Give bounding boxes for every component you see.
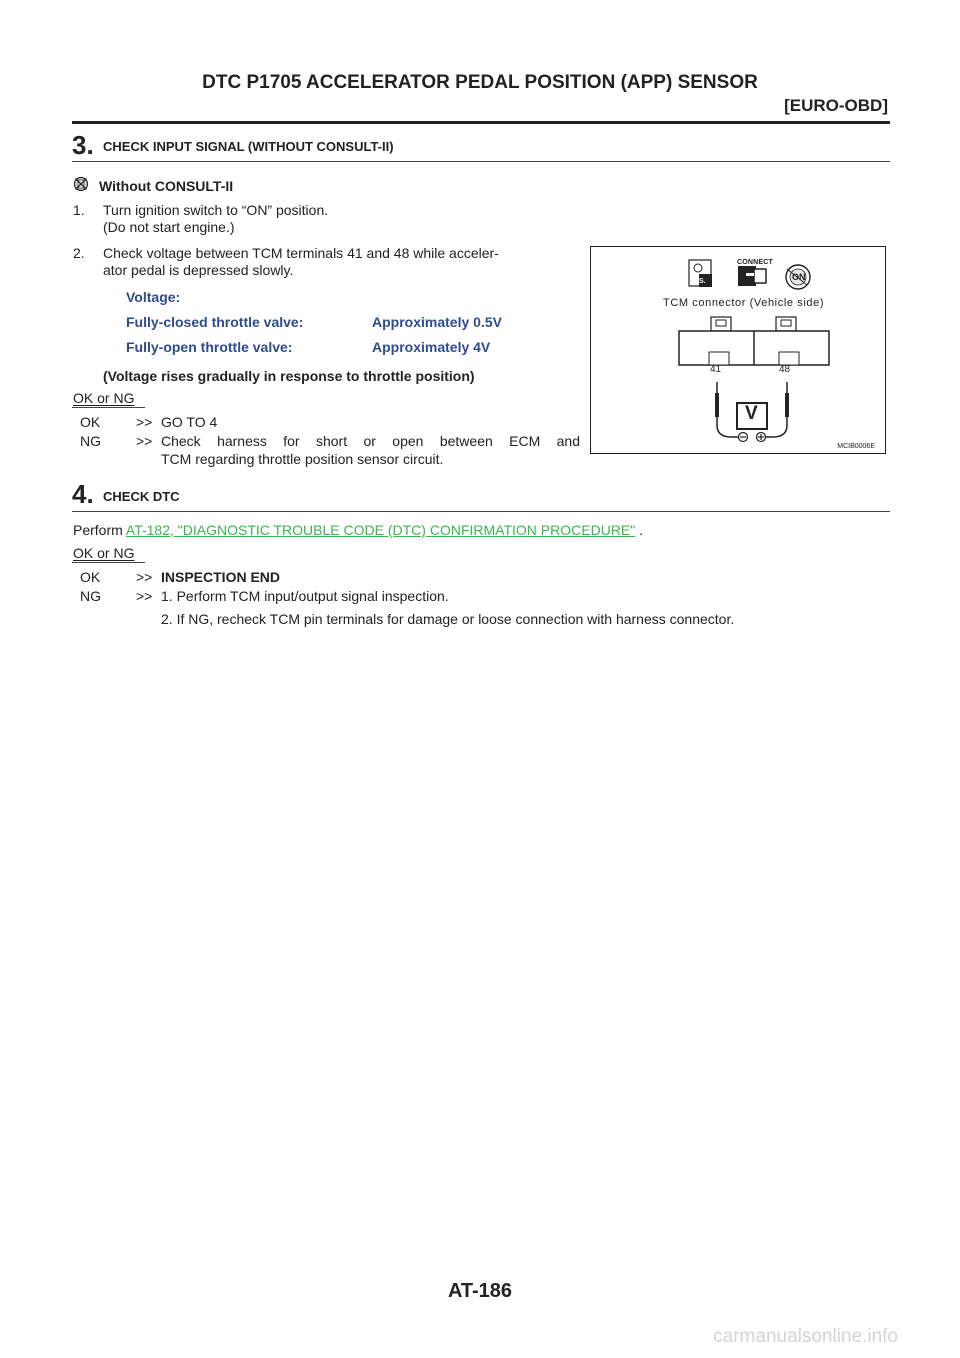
connector-caption: TCM connector (Vehicle side) [663,297,825,309]
tcm-connector-body [679,317,829,365]
terminal-48-label: 48 [779,364,791,375]
mode-label: Without CONSULT-II [99,178,234,194]
ng-action-2-line-2: 2. If NG, recheck TCM pin terminals for damage or loose connection with harness connector. [161,611,735,627]
ok-action-2: INSPECTION END [161,569,281,585]
ok-label: OK [80,414,101,430]
hs-label: H.S. [692,278,706,285]
perform-prefix: Perform [73,522,126,538]
voltage-label: Voltage: [126,289,181,305]
voltmeter-label: V [745,403,758,424]
ok-ng-rule-2 [72,562,145,563]
ng-action-line-2: TCM regarding throttle position sensor circuit. [161,451,444,467]
step-3-title: CHECK INPUT SIGNAL (WITHOUT CONSULT-II) [103,139,394,154]
ng-label-2: NG [80,588,101,604]
perform-line [73,522,643,539]
header-rule [72,121,890,124]
step-3-number: 3. [72,130,94,160]
ng-arrow-2: >> [136,588,153,604]
item-2-line-2: ator pedal is depressed slowly. [103,262,294,278]
dtc-procedure-link[interactable]: AT-182, "DIAGNOSTIC TROUBLE CODE (DTC) CONFIRMATION PROCEDURE" [125,522,636,538]
ng-label: NG [80,433,101,449]
figure-id: MCIB0006E [837,443,875,450]
ok-ng-heading: OK or NG [73,390,135,406]
item-2-line-1: Check voltage between TCM terminals 41 and 48 while acceler- [103,245,499,261]
spec-label-closed: Fully-closed throttle valve: [126,314,304,330]
watermark: carmanualsonline.info [713,1326,898,1347]
connect-icon [738,266,766,286]
spec-value-closed: Approximately 0.5V [372,314,502,330]
page-number: AT-186 [447,1280,513,1302]
ok-arrow: >> [136,414,153,430]
ok-arrow-2: >> [136,569,153,585]
item-2-number: 2. [73,245,85,261]
item-1-line-2: (Do not start engine.) [103,219,235,235]
ok-ng-heading-2: OK or NG [73,545,135,561]
ok-ng-rule [72,407,145,408]
step-3-rule [72,161,890,162]
ng-arrow: >> [136,433,153,449]
voltage-note: (Voltage rises gradually in response to throttle position) [103,368,475,384]
connect-label: CONNECT [737,259,774,266]
on-label: ON [792,272,806,282]
ok-action: GO TO 4 [161,414,218,430]
page-title: DTC P1705 ACCELERATOR PEDAL POSITION (APP) SENSOR [202,72,758,93]
tcm-connector-diagram [590,246,886,454]
ng-action-line-1: Check harness for short or open between ECM and [161,433,580,449]
no-consult-icon [73,176,89,192]
spec-value-open: Approximately 4V [372,339,491,355]
spec-label-open: Fully-open throttle valve: [126,339,293,355]
ng-action-2-line-1: 1. Perform TCM input/output signal inspection. [161,588,449,604]
item-1-number: 1. [73,202,85,218]
ok-label-2: OK [80,569,101,585]
step-4-rule [72,511,890,512]
terminal-41-label: 41 [710,364,722,375]
step-4-number: 4. [72,479,94,509]
item-1-line-1: Turn ignition switch to “ON” position. [103,202,329,218]
step-4-title: CHECK DTC [103,489,180,504]
perform-suffix: . [635,522,644,538]
page-category: [EURO-OBD] [784,96,888,115]
